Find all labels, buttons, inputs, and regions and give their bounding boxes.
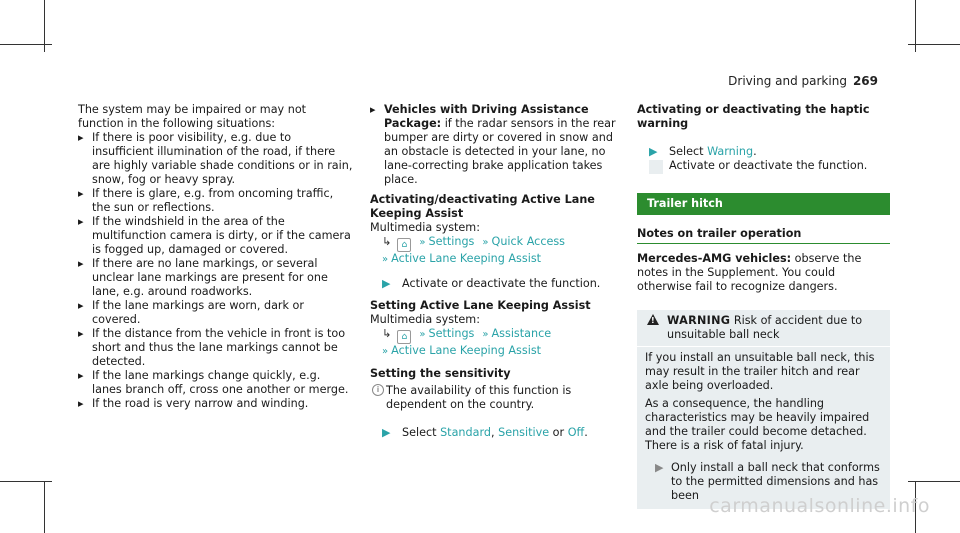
- list-item: ▸ If the lane markings change quickly, e.g. lanes branch off, cross one another or merge.: [78, 369, 349, 396]
- path-separator-icon: »: [419, 329, 426, 340]
- section-heading: Setting the sensitivity: [370, 367, 511, 380]
- menu-link-alka[interactable]: Active Lane Keeping Assist: [391, 344, 542, 357]
- home-icon: ⌂: [397, 238, 411, 252]
- page-header: [728, 74, 878, 88]
- menu-link-settings[interactable]: Settings: [428, 327, 475, 340]
- section-heading: Setting Active Lane Keeping Assist: [370, 299, 591, 312]
- list-item: ▸ Vehicles with Driving Assistance Package: if the radar sensors in the rear bumper are dirty or covered in snow and an obstacle is detected in your lane, no lane-correcting brake application takes place.: [370, 103, 616, 186]
- section-title: Driving and parking: [728, 74, 847, 88]
- amg-note: Mercedes-AMG vehicles: observe the notes in the Supplement. You could otherwise fail to recognize dangers.: [637, 252, 862, 293]
- column-1: [78, 103, 353, 411]
- list-item: ▸ If the road is very narrow and winding.: [78, 397, 309, 410]
- path-arrow-icon: ↳: [382, 327, 392, 340]
- menu-path-cont: [370, 344, 620, 359]
- option-warning[interactable]: Warning: [707, 145, 754, 158]
- section-heading: Activating or deactivating the haptic warning: [637, 103, 870, 130]
- divider: [637, 346, 890, 347]
- action-step: ▶ Activate or deactivate the function.: [382, 277, 601, 290]
- warning-title: ! WARNING Risk of accident due to unsuitable ball neck: [645, 314, 882, 342]
- subsection-heading: Notes on trailer operation: [637, 227, 890, 244]
- option-standard[interactable]: Standard: [440, 426, 491, 439]
- action-arrow-icon: ▶: [655, 461, 664, 474]
- list-item: ▸ If there is poor visibility, e.g. due to insufficient illumination of the road, if there are highly variable shade conditions or in rain, snow, fog or heavy spray.: [78, 131, 353, 186]
- action-arrow-icon: ▶: [382, 277, 391, 290]
- option-off[interactable]: Off: [567, 426, 585, 439]
- warning-action: ▶ Only install a ball neck that conforms to the permitted dimensions and has been: [655, 461, 880, 502]
- menu-path: [370, 327, 620, 344]
- list-item: ▸ If the windshield in the area of the multifunction camera is dirty, or if the camera is fogged up, damaged or covered.: [78, 215, 351, 256]
- info-icon: i: [372, 384, 384, 396]
- action-arrow-icon: ▶: [649, 145, 658, 158]
- path-separator-icon: »: [419, 237, 426, 248]
- column-2: [370, 103, 620, 440]
- path-separator-icon: »: [382, 346, 389, 357]
- action-step: ▶ Select Warning. Activate or deactivate the function.: [649, 145, 868, 172]
- watermark: carmanualsonline.info: [709, 495, 930, 517]
- path-separator-icon: »: [482, 237, 489, 248]
- section-heading: Activating/deactivating Active Lane Keeping Assist: [370, 193, 595, 220]
- option-sensitive[interactable]: Sensitive: [498, 426, 550, 439]
- warning-icon: !: [647, 314, 659, 325]
- path-arrow-icon: ↳: [382, 235, 392, 248]
- list-item: ▸ If the distance from the vehicle in front is too short and thus the lane markings cannot be detected.: [78, 327, 346, 368]
- intro-text: The system may be impaired or may not function in the following situations:: [78, 103, 307, 130]
- home-icon: ⌂: [397, 330, 411, 344]
- section-band: Trailer hitch: [637, 193, 890, 215]
- list-item: ▸ If the lane markings are worn, dark or covered.: [78, 299, 305, 326]
- column-3: [637, 103, 890, 509]
- warning-text: If you install an unsuitable ball neck, this may result in the trailer hitch and rear axle being overloaded.: [645, 351, 875, 392]
- path-separator-icon: »: [482, 329, 489, 340]
- menu-path-cont: [370, 252, 620, 267]
- list-item: ▸ If there is glare, e.g. from oncoming traffic, the sun or reflections.: [78, 187, 334, 214]
- crop-mark: [44, 481, 45, 533]
- page-number: 269: [852, 74, 878, 88]
- warning-box: [637, 310, 890, 509]
- path-separator-icon: »: [382, 254, 389, 265]
- multimedia-label: Multimedia system:: [370, 221, 480, 234]
- situations-list: [78, 131, 353, 411]
- menu-link-assistance[interactable]: Assistance: [491, 327, 552, 340]
- action-arrow-icon: ▶: [382, 426, 391, 439]
- menu-link-alka[interactable]: Active Lane Keeping Assist: [391, 252, 542, 265]
- menu-link-quick-access[interactable]: Quick Access: [491, 235, 566, 248]
- package-list: [370, 103, 620, 187]
- crop-mark: [44, 0, 45, 52]
- list-item: ▸ If there are no lane markings, or several unclear lane markings are present for one lane, e.g. around roadworks.: [78, 257, 328, 298]
- warning-text: As a consequence, the handling characteristics may be heavily impaired and the trailer could become detached. There is a risk of fatal injury.: [645, 397, 870, 452]
- crop-mark: [915, 0, 916, 52]
- multimedia-label: Multimedia system:: [370, 313, 480, 326]
- step-marker: [649, 160, 663, 174]
- menu-path: [370, 235, 620, 252]
- info-note: i The availability of this function is dependent on the country.: [370, 384, 620, 412]
- action-step: ▶ Select Standard, Sensitive or Off.: [382, 426, 588, 439]
- menu-link-settings[interactable]: Settings: [428, 235, 475, 248]
